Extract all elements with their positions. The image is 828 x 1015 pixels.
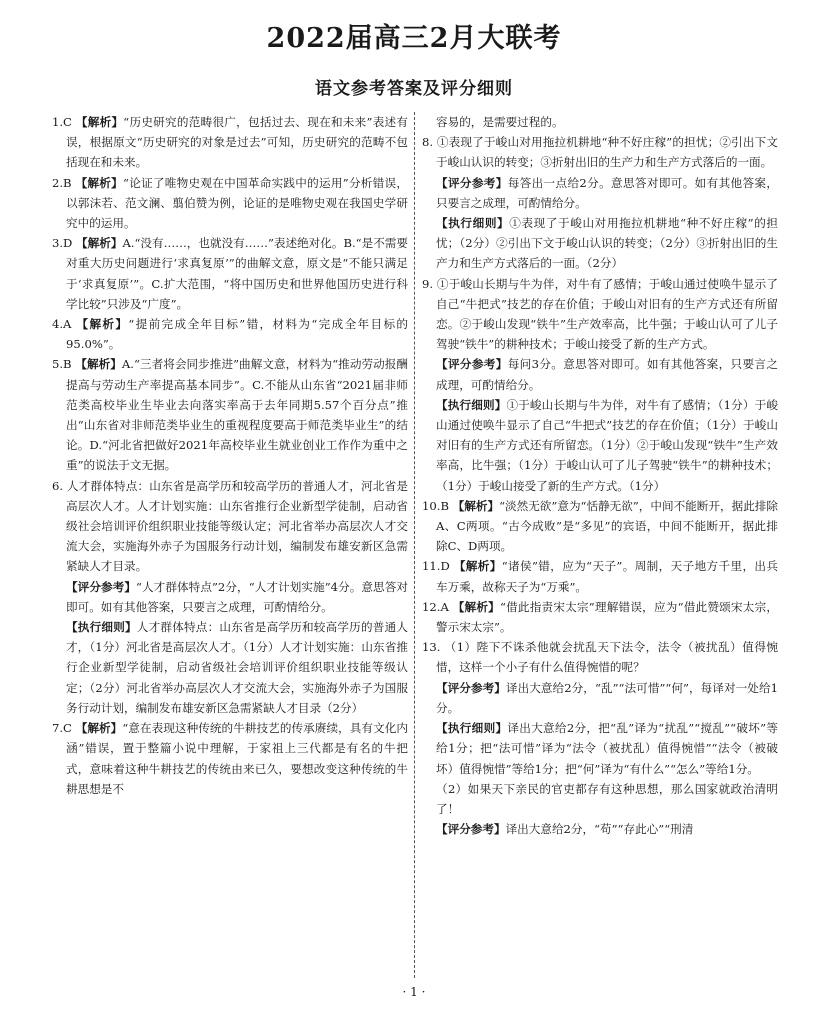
answer-detail xyxy=(422,213,778,274)
question-number: 9. xyxy=(422,276,434,291)
answer-text: 人才群体特点：山东省是高学历和较高学历的普通人才，（1分）河北省是高层次人才。（1分）人才计划实施：山东省推行企业新型学徒制，启动省级社会培训评价组织职业技能等级认定；（2分）河北省举办高层次人才交流大会，实施海外赤子为国服务行动计划，编制发布雄安新区急需紧缺人才目录（2分） xyxy=(66,620,408,715)
answer-detail xyxy=(422,112,778,132)
page-number: · 1 · xyxy=(402,985,426,999)
answer-item xyxy=(52,476,408,577)
answer-item xyxy=(422,132,778,172)
answer-item xyxy=(52,354,408,475)
answer-text: （1）陛下不诛杀他就会扰乱天下法令，法令（被扰乱）值得惋惜，这样一个小子有什么值得惋惜的呢？ xyxy=(436,640,778,675)
section-tag: 【解析】 xyxy=(452,599,500,614)
answer-text: ①于峻山长期与牛为伴，对牛有了感情；于峻山通过使唤牛显示了自己“牛把式”技艺的存在价值；于峻山对旧有的生产方式还有所留恋。②于峻山发现“铁牛”生产效率高，比牛强；于峻山认可了儿子驾驶“铁牛”的耕种技术；于峻山接受了新的生产方式。 xyxy=(436,276,778,352)
answer-detail xyxy=(422,395,778,496)
answer-text: “历史研究的范畴很广，包括过去、现在和未来”表述有误，根据原文“历史研究的对象是过去”可知，历史研究的范畴不包括现在和未来。 xyxy=(66,115,408,170)
section-tag: 【评分参考】 xyxy=(436,357,508,372)
answer-detail xyxy=(52,577,408,617)
answer-text: “借此指责宋太宗”理解错误，应为“借此赞颂宋太宗，警示宋太宗”。 xyxy=(436,599,778,635)
section-tag: 【解析】 xyxy=(76,317,129,332)
answer-text: A.“三者将会同步推进”曲解文意，材料为“推动劳动报酬提高与劳动生产率提高基本同步”。C.不能从山东省“2021届非师范类高校毕业生毕业去向落实率高于去年同期5.57个百分点”推出“山东省对非师范类毕业生的重视程度要高于师范类毕业生”的结论。D.“河北省把做好2021年高校毕业生就业创业工作作为重中之重”的说法于文无据。 xyxy=(66,357,408,473)
answer-detail xyxy=(422,779,778,819)
section-tag: 【解析】 xyxy=(453,559,502,574)
answer-detail xyxy=(422,718,778,779)
answer-text: ①表现了于峻山对用拖拉机耕地“种不好庄稼”的担忧；（2分）②引出下文于峻山认识的转变；（2分）③折射出旧的生产力和生产方式落后的一面。（2分） xyxy=(436,216,778,271)
answer-item xyxy=(422,274,778,355)
answer-text: “淡然无欲”意为“恬静无欲”，中间不能断开，据此排除A、C两项。“古今成败”是“多见”的宾语，中间不能断开，据此排除C、D两项。 xyxy=(436,498,778,554)
answer-text: “论证了唯物史观在中国革命实践中的运用”分析错误，以郭沫若、范文澜、翦伯赞为例，论证的是唯物史观在我国史学研究中的运用。 xyxy=(66,175,408,231)
answer-item xyxy=(52,233,408,314)
answer-text: （2）如果天下亲民的官吏都存有这种思想，那么国家就政治清明了！ xyxy=(436,781,778,816)
section-tag: 【解析】 xyxy=(75,115,124,129)
section-tag: 【解析】 xyxy=(452,498,500,513)
answer-text: 每问3分。意思答对即可。如有其他答案，只要言之成理，可酌情给分。 xyxy=(436,357,778,392)
section-tag: 【解析】 xyxy=(76,236,123,251)
section-tag: 【执行细则】 xyxy=(436,721,508,736)
column-divider xyxy=(414,112,415,978)
question-number: 10.B xyxy=(422,498,449,513)
answer-item xyxy=(422,556,778,596)
answer-item xyxy=(422,496,778,557)
answer-text: ①于峻山长期与牛为伴，对牛有了感情；（1分）于峻山通过使唤牛显示了自己“牛把式”技艺的存在价值；（1分）于峻山对旧有的生产方式还有所留恋。（1分）②于峻山发现“铁牛”生产效率高，比牛强；（1分）于峻山认可了儿子驾驶“铁牛”的耕种技术；（1分）于峻山接受了新的生产方式。（1分） xyxy=(436,397,778,493)
answer-detail xyxy=(422,173,778,213)
answer-text: ①表现了于峻山对用拖拉机耕地“种不好庄稼”的担忧；②引出下文于峻山认识的转变；③折射出旧的生产力和生产方式落后的一面。 xyxy=(436,135,779,170)
answer-text: 人才群体特点：山东省是高学历和较高学历的普通人才，河北省是高层次人才。人才计划实施：山东省推行企业新型学徒制，启动省级社会培训评价组织职业技能等级认定；河北省举办高层次人才交流大会，实施海外赤子为国服务行动计划，编制发布雄安新区急需紧缺人才目录。 xyxy=(66,478,408,574)
answer-text: A.“没有……，也就没有……”表述绝对化。B.“是不需要对重大历史问题进行‘求真复原’”的曲解文意，原文是“不能只满足于‘求真复原’”。C.扩大范围，“将中国历史和世界他国历史进行科学比较”只涉及“广度”。 xyxy=(66,236,408,311)
question-number: 3.D xyxy=(52,236,73,251)
question-number: 12.A xyxy=(422,599,449,614)
section-tag: 【解析】 xyxy=(75,175,124,190)
section-tag: 【评分参考】 xyxy=(436,175,508,190)
document-subtitle: 语文参考答案及评分细则 xyxy=(315,79,513,99)
answer-text: 每答出一点给2分。意思答对即可。如有其他答案，只要言之成理，可酌情给分。 xyxy=(436,175,778,210)
question-number: 13. xyxy=(422,640,441,655)
section-tag: 【执行细则】 xyxy=(436,216,510,231)
section-tag: 【评分参考】 xyxy=(436,680,506,695)
answer-text: 容易的，是需要过程的。 xyxy=(436,115,564,129)
question-number: 4.A xyxy=(52,317,72,332)
answer-detail xyxy=(422,678,778,718)
answer-text: “提前完成全年目标”错，材料为“完成全年目标的95.0%”。 xyxy=(66,317,408,352)
question-number: 1.C xyxy=(52,115,72,129)
question-number: 11.D xyxy=(422,559,450,574)
section-tag: 【执行细则】 xyxy=(66,620,137,635)
answer-text: 译出大意给2分，“乱”“法可惜”“何”，每译对一处给1分。 xyxy=(436,680,778,715)
section-tag: 【解析】 xyxy=(75,721,123,736)
question-number: 6. xyxy=(52,478,64,493)
question-number: 8. xyxy=(422,135,434,150)
answer-item xyxy=(52,718,408,799)
question-number: 7.C xyxy=(52,721,72,736)
left-column xyxy=(52,112,408,799)
answer-text: “诸侯”错，应为“天子”。周制，天子地方千里，出兵车万乘，故称天子为“万乘”。 xyxy=(436,559,779,594)
document-title: 2022届高三2月大联考 xyxy=(266,23,562,54)
answer-detail xyxy=(422,354,778,394)
section-tag: 【评分参考】 xyxy=(436,822,506,837)
answer-item xyxy=(422,637,778,677)
section-tag: 【评分参考】 xyxy=(66,579,136,594)
right-column xyxy=(422,112,778,839)
question-number: 2.B xyxy=(52,175,72,190)
section-tag: 【执行细则】 xyxy=(436,397,507,412)
answer-detail xyxy=(52,617,408,718)
section-tag: 【解析】 xyxy=(75,357,122,372)
answer-text: 译出大意给2分，把“乱”译为“扰乱”“搅乱”“破坏”等给1分；把“法可惜”译为“法令（被扰乱）值得惋惜”“法令（被破坏）值得惋惜”等给1分；把“何”译为“有什么”“怎么”等给1分。 xyxy=(436,721,778,776)
answer-item xyxy=(52,173,408,234)
question-number: 5.B xyxy=(52,357,72,372)
answer-detail xyxy=(422,819,778,839)
answer-item xyxy=(422,597,778,637)
answer-text: “意在表现这种传统的牛耕技艺的传承赓续，具有文化内涵”错误，置于整篇小说中理解，于家祖上三代都是有名的牛把式，意味着这种牛耕技艺的传统由来已久，要想改变这种传统的牛耕思想是不 xyxy=(66,721,408,796)
answer-item xyxy=(52,314,408,354)
answer-text: 译出大意给2分，“苟”“存此心”“刑清 xyxy=(505,822,694,837)
answer-item xyxy=(52,112,408,173)
answer-text: “人才群体特点”2分，“人才计划实施”4分。意思答对即可。如有其他答案，只要言之成理，可酌情给分。 xyxy=(66,579,408,614)
